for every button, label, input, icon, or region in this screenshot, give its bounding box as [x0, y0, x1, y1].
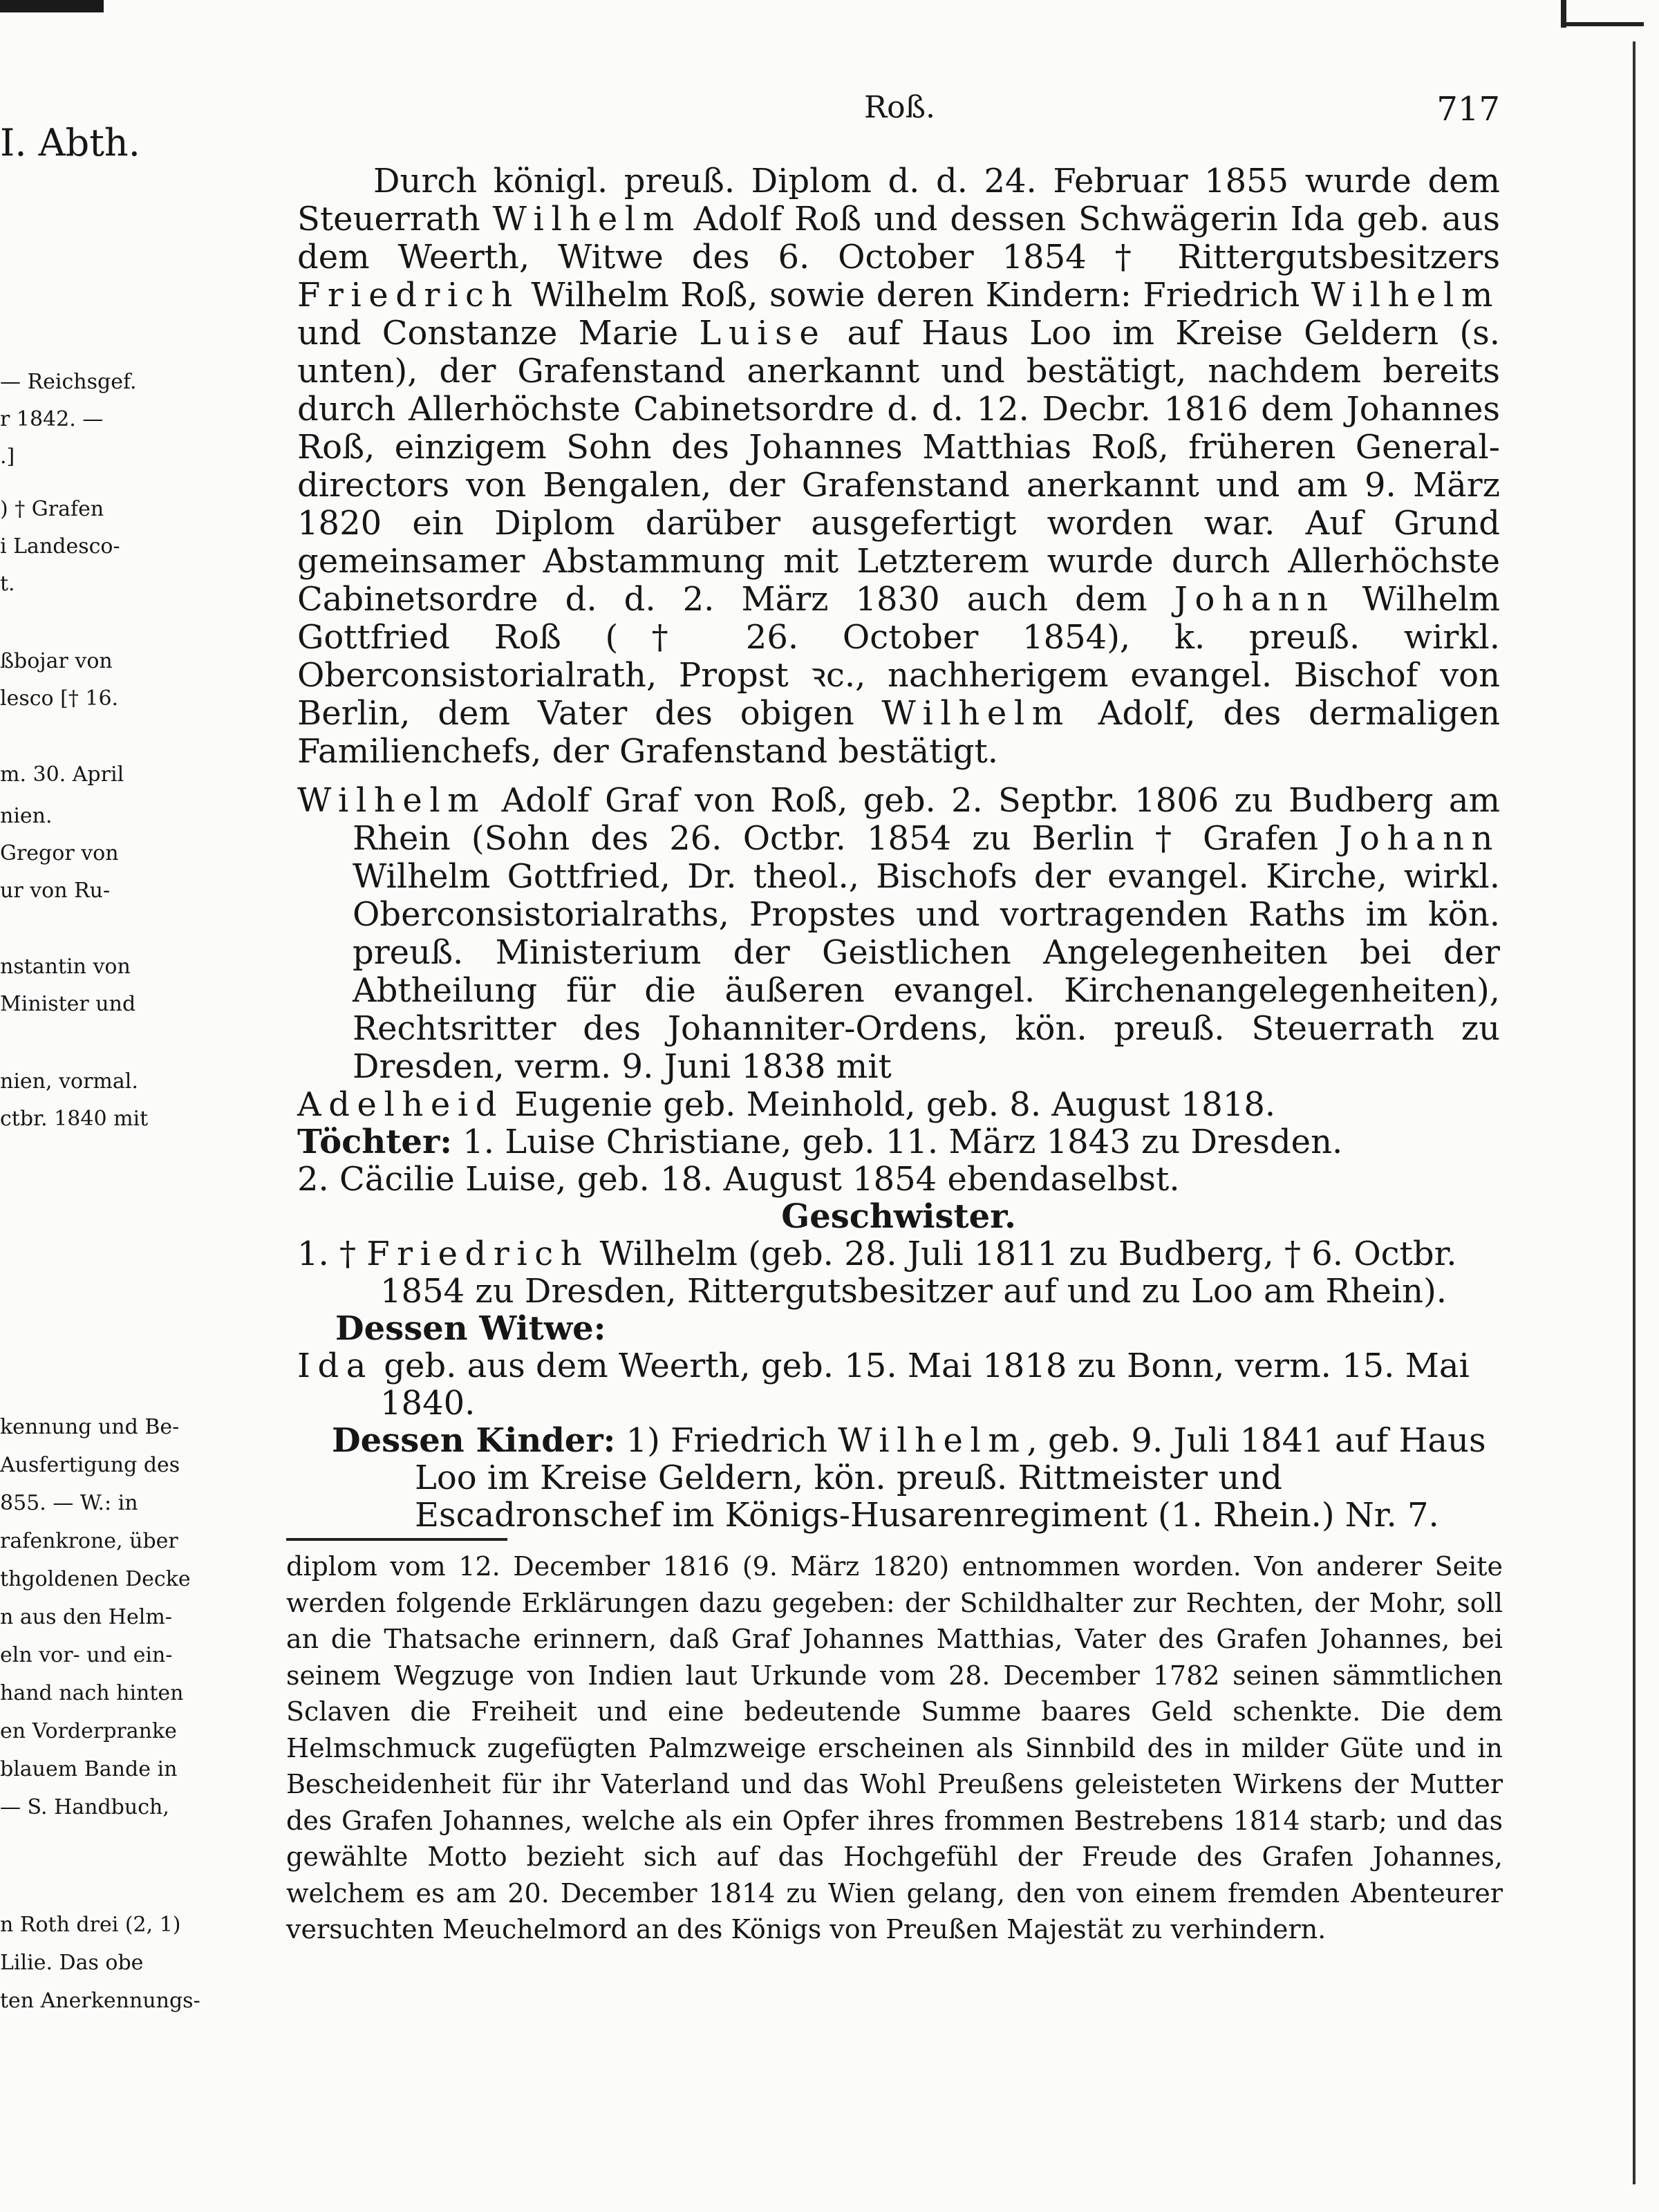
spaced-name: Friedrich — [366, 1235, 590, 1273]
gutter-fragment: eln vor- und ein- — [0, 1643, 173, 1667]
facing-page-gutter — [0, 0, 200, 2212]
footnote-rule — [286, 1538, 507, 1541]
main-text — [297, 162, 1500, 1534]
spaced-name: Johann — [1339, 819, 1500, 858]
widow-label: Dessen Witwe: — [335, 1309, 606, 1348]
section-label: Dessen Kinder: — [332, 1421, 616, 1460]
spaced-name: Wilhelm — [1311, 276, 1500, 315]
scan-bracket-mark — [1561, 22, 1644, 26]
widow-entry: Ida geb. aus dem Weerth, geb. 15. Mai 1818 zu Bonn, verm. 15. Mai 1840. — [297, 1347, 1470, 1423]
head-of-family-entry: Wilhelm Adolf Graf von Roß, geb. 2. Septbr. 1806 zu Budberg am Rhein (Sohn des 26. Octbr. 1854 zu Berlin † Grafen Johann Wilhelm Gottfried, Dr. theol., Bischofs der evangel. Kirche, wirkl. Oberconsistorialraths, Propstes und vortragenden Raths im kön. preuß. Ministerium der Geistlichen Angelegenheiten bei der Abtheilung für die äußeren evangel. Kirchenangelegenheiten), Rechtsritter des Johanniter-Ordens, kön. preuß. Steuerrath zu Dresden, verm. 9. Juni 1838 mit — [297, 781, 1500, 1086]
gutter-fragment: ctbr. 1840 mit — [0, 1107, 149, 1131]
spaced-name: Wilhelm — [492, 200, 682, 238]
gutter-fragment: nien. — [0, 804, 53, 828]
spaced-name: Ida — [297, 1347, 373, 1385]
daughters-line: Töchter: 1. Luise Christiane, geb. 11. März 1843 zu Dresden. — [297, 1123, 1343, 1161]
gutter-fragment: nstantin von — [0, 955, 131, 979]
section-label: Töchter: — [297, 1123, 452, 1161]
gutter-fragment: nien, vormal. — [0, 1069, 138, 1094]
gutter-fragment: rafenkrone, über — [0, 1529, 178, 1553]
daughter-line: 2. Cäcilie Luise, geb. 18. August 1854 ebendaselbst. — [297, 1160, 1180, 1199]
gutter-fragment: 855. — W.: in — [0, 1491, 138, 1515]
running-title: Roß. — [864, 90, 935, 125]
spouse-line: Adelheid Eugenie geb. Meinhold, geb. 8. August 1818. — [297, 1085, 1276, 1124]
gutter-fragment: Gregor von — [0, 841, 119, 865]
page-edge-rule — [1633, 41, 1635, 2184]
gutter-fragment: i Landesco- — [0, 534, 120, 559]
siblings-heading: Geschwister. — [781, 1197, 1016, 1236]
gutter-fragment: .] — [0, 444, 15, 469]
gutter-fragment: kennung und Be- — [0, 1415, 180, 1439]
spaced-name: Wilhelm — [881, 694, 1071, 733]
spaced-name: Adelheid — [297, 1085, 505, 1124]
gutter-fragment: n Roth drei (2, 1) — [0, 1913, 181, 1937]
gutter-fragment: r 1842. — — [0, 407, 104, 431]
page-number: 717 — [1436, 90, 1500, 129]
page-header — [297, 90, 1500, 138]
gutter-fragment: I. Abth. — [0, 121, 140, 165]
gutter-fragment: Ausfertigung des — [0, 1453, 180, 1477]
gutter-fragment: Minister und — [0, 992, 136, 1016]
spaced-name: Wilhelm — [838, 1421, 1027, 1460]
gutter-fragment: n aus den Helm- — [0, 1605, 172, 1629]
gutter-fragment: Lilie. Das obe — [0, 1951, 144, 1975]
gutter-fragment: ur von Ru- — [0, 879, 111, 903]
children-entry: Dessen Kinder: 1) Friedrich Wilhelm, geb. 9. Juli 1841 auf Haus Loo im Kreise Geldern, kön. preuß. Rittmeister und Escadronschef im Königs-Husarenregiment (1. Rhein.) Nr. 7. — [332, 1421, 1486, 1535]
gutter-fragment: thgoldenen Decke — [0, 1567, 191, 1591]
intro-paragraph: Durch königl. preuß. Diplom d. d. 24. Februar 1855 wurde dem Steuerrath Wilhelm Adolf Roß und dessen Schwägerin Ida geb. aus dem Weerth, Witwe des 6. October 1854 † Rittergutsbesitzers Friedrich Wilhelm Roß, sowie deren Kindern: Friedrich Wilhelm und Constanze Marie Luise auf Haus Loo im Kreise Geldern (s. unten), der Grafenstand anerkannt und bestätigt, nachdem bereits durch Allerhöchste Cabinetsordre d. d. 12. Decbr. 1816 dem Johannes Roß, einzigem Sohn des Johannes Matthias Roß, früheren General-directors von Bengalen, der Grafenstand anerkannt und am 9. März 1820 ein Diplom darüber ausgefertigt worden war. Auf Grund gemeinsamer Abstammung mit Letzterem wurde durch Allerhöchste Cabinetsordre d. d. 2. März 1830 auch dem Johann Wilhelm Gottfried Roß († 26. October 1854), k. preuß. wirkl. Oberconsistorialrath, Propst ꝛc., nachherigem evangel. Bischof von Berlin, dem Vater des obigen Wilhelm Adolf, des dermaligen Familienchefs, der Grafenstand bestätigt. — [297, 162, 1501, 771]
gutter-fragment: t. — [0, 572, 15, 596]
gutter-fragment: blauem Bande in — [0, 1757, 178, 1781]
gutter-fragment: m. 30. April — [0, 762, 124, 787]
gutter-fragment: lesco [† 16. — [0, 686, 119, 711]
sibling-entry: 1. † Friedrich Wilhelm (geb. 28. Juli 1811 zu Budberg, † 6. Octbr. 1854 zu Dresden, Rittergutsbesitzer auf und zu Loo am Rhein). — [297, 1235, 1457, 1311]
spaced-name: Luise — [699, 314, 827, 353]
footnote: diplom vom 12. December 1816 (9. März 1820) entnommen worden. Von anderer Seite werden folgende Erklärungen dazu gegeben: der Schildhalter zur Rechten, der Mohr, soll an die Thatsache erinnern, daß Graf Johannes Matthias, Vater des Grafen Johannes, bei seinem Wegzuge von Indien laut Urkunde vom 28. December 1782 seinen sämmtlichen Sclaven die Freiheit und eine bedeutende Summe baares Geld schenkte. Die dem Helmschmuck zugefügten Palmzweige erscheinen als Sinnbild des in milder Güte und in Bescheidenheit für ihr Vaterland und das Wohl Preußens geleisteten Wirkens der Mutter des Grafen Johannes, welche als ein Opfer ihres frommen Bestrebens 1814 starb; und das gewählte Motto bezieht sich auf das Hochgefühl der Freude des Grafen Johannes, welchem es am 20. December 1814 zu Wien gelang, den von einem fremden Abenteurer versuchten Meuchelmord an des Königs von Preußen Majestät zu verhindern. — [286, 1551, 1503, 1944]
gutter-fragment: hand nach hinten — [0, 1681, 184, 1705]
gutter-fragment: — S. Handbuch, — [0, 1795, 169, 1819]
gutter-fragment: en Vorderpranke — [0, 1719, 177, 1743]
spaced-name: Wilhelm — [297, 781, 487, 820]
gutter-fragment: ßbojar von — [0, 649, 113, 673]
spaced-name: Friedrich — [297, 276, 520, 315]
gutter-fragment: — Reichsgef. — [0, 370, 137, 394]
gutter-fragment: ) † Grafen — [0, 497, 104, 521]
gutter-fragment: ten Anerkennungs- — [0, 1989, 200, 2013]
spaced-name: Johann — [1174, 580, 1335, 619]
